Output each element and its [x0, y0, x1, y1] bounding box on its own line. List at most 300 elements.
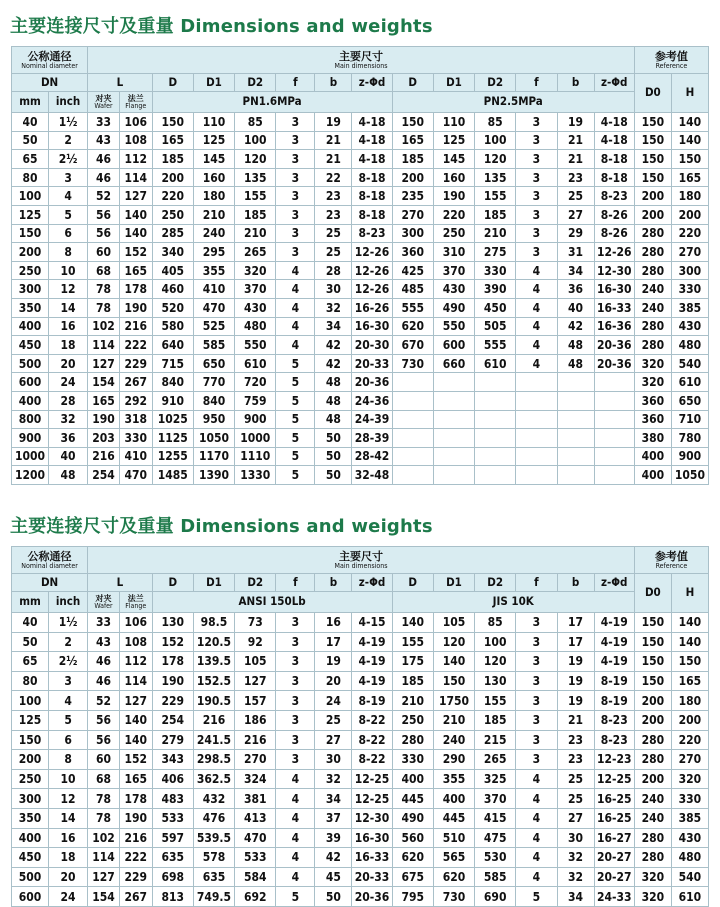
table-cell: 8-22	[352, 730, 392, 750]
table-cell: 229	[119, 354, 152, 373]
table-cell: 127	[235, 671, 276, 691]
table-cell: 3	[276, 168, 315, 187]
table-cell: 800	[12, 410, 49, 429]
table-cell: 22	[315, 168, 352, 187]
table-cell: 50	[315, 466, 352, 485]
table-cell	[557, 410, 594, 429]
table-cell: 3	[516, 131, 557, 150]
table-row	[12, 410, 709, 429]
table-cell: 4	[516, 298, 557, 317]
table-cell: 475	[475, 828, 516, 848]
table-cell: 16-36	[594, 317, 634, 336]
table-cell: 127	[119, 187, 152, 206]
flange-header: 法兰 Flange	[119, 592, 152, 613]
table-cell: 21	[557, 150, 594, 169]
table-cell: 229	[119, 867, 152, 887]
table-cell: 120	[475, 150, 516, 169]
table-cell: 610	[671, 887, 708, 907]
table-cell: 16-25	[594, 789, 634, 809]
table-cell: 3	[276, 243, 315, 262]
table-cell: 250	[152, 205, 193, 224]
table-cell: 200	[634, 187, 671, 206]
table-cell: 42	[557, 317, 594, 336]
table-cell: 8-23	[594, 730, 634, 750]
table-cell: 210	[433, 710, 474, 730]
table-cell: 200	[634, 710, 671, 730]
table-cell: 210	[392, 691, 433, 711]
table-row	[12, 652, 709, 672]
table-cell: 114	[119, 168, 152, 187]
table-cell: 150	[634, 671, 671, 691]
table-cell: 670	[392, 336, 433, 355]
table-cell: 203	[88, 429, 120, 448]
table-cell: 85	[235, 113, 276, 132]
table-row	[12, 632, 709, 652]
table-cell: 48	[315, 373, 352, 392]
table-cell: 450	[12, 848, 49, 868]
table-cell: 20	[315, 671, 352, 691]
d2-header-b: D2	[475, 574, 516, 592]
table-cell: 25	[315, 243, 352, 262]
table-cell: 19	[315, 113, 352, 132]
table-cell: 152	[119, 750, 152, 770]
zphid-header-b: z-Φd	[594, 74, 634, 92]
table-cell: 620	[433, 867, 474, 887]
table-row	[12, 280, 709, 299]
table-row	[12, 336, 709, 355]
table-cell: 5	[276, 887, 315, 907]
table-cell: 140	[119, 730, 152, 750]
table-cell: 28	[49, 391, 88, 410]
table-cell: 400	[634, 447, 671, 466]
table-cell: 150	[671, 150, 708, 169]
reference-header: 参考值 Reference	[634, 47, 708, 74]
table-cell: 48	[315, 410, 352, 429]
table-cell: 400	[392, 769, 433, 789]
table-cell: 584	[235, 867, 276, 887]
table-cell: 140	[433, 652, 474, 672]
inch-header: inch	[49, 592, 88, 613]
table-cell: 405	[152, 261, 193, 280]
table-cell: 1050	[671, 466, 708, 485]
table-cell: 300	[671, 261, 708, 280]
table-cell: 18	[49, 336, 88, 355]
table-cell: 324	[235, 769, 276, 789]
table-cell: 330	[671, 280, 708, 299]
table-cell: 290	[433, 750, 474, 770]
table-cell	[516, 466, 557, 485]
table-cell: 152	[152, 632, 193, 652]
table-cell: 29	[557, 224, 594, 243]
table-cell: 80	[12, 168, 49, 187]
table-cell: 400	[12, 828, 49, 848]
table-cell: 600	[12, 887, 49, 907]
table-cell: 3	[276, 730, 315, 750]
table-cell: 715	[152, 354, 193, 373]
table-cell: 155	[235, 187, 276, 206]
table-cell: 28	[315, 261, 352, 280]
table-cell: 1110	[235, 447, 276, 466]
table-cell: 40	[12, 613, 49, 633]
table-cell: 710	[671, 410, 708, 429]
table-cell: 406	[152, 769, 193, 789]
table-cell: 112	[119, 652, 152, 672]
table-cell: 275	[475, 243, 516, 262]
table-cell: 200	[634, 205, 671, 224]
table-cell: 235	[392, 187, 433, 206]
table-cell	[433, 466, 474, 485]
table-cell	[516, 410, 557, 429]
table-cell: 650	[193, 354, 234, 373]
table-cell: 3	[516, 150, 557, 169]
table-cell: 280	[634, 261, 671, 280]
table-cell: 160	[193, 168, 234, 187]
table-cell: 216	[119, 828, 152, 848]
table-cell: 3	[276, 632, 315, 652]
table-cell: 150	[392, 113, 433, 132]
table-cell: 5	[276, 466, 315, 485]
table-cell: 85	[475, 613, 516, 633]
table-cell: 200	[671, 205, 708, 224]
table-cell: 190	[433, 187, 474, 206]
d-header-b: D	[392, 574, 433, 592]
table-cell	[475, 410, 516, 429]
section2-title-en: Dimensions and weights	[180, 516, 433, 537]
table-cell: 46	[88, 150, 120, 169]
table-cell: 200	[634, 769, 671, 789]
table-cell: 525	[193, 317, 234, 336]
table-cell: 445	[392, 789, 433, 809]
table-cell: 8-19	[594, 671, 634, 691]
table-cell: 20-27	[594, 848, 634, 868]
table-cell: 3	[49, 168, 88, 187]
table-cell: 597	[152, 828, 193, 848]
section1-title-en: Dimensions and weights	[180, 16, 433, 37]
table-cell: 540	[671, 354, 708, 373]
table-cell: 450	[12, 336, 49, 355]
table-cell: 40	[12, 113, 49, 132]
table-cell: 220	[671, 730, 708, 750]
table-cell: 222	[119, 336, 152, 355]
table-cell: 165	[152, 131, 193, 150]
table-cell: 4-19	[352, 652, 392, 672]
table-cell: 265	[235, 243, 276, 262]
table-cell: 4-18	[352, 131, 392, 150]
table-cell: 110	[193, 113, 234, 132]
table-cell: 650	[671, 391, 708, 410]
table-cell: 154	[88, 887, 120, 907]
table-cell: 120	[433, 632, 474, 652]
table-cell: 16-33	[594, 298, 634, 317]
table-cell: 19	[557, 671, 594, 691]
table-cell: 154	[88, 373, 120, 392]
table-cell: 370	[235, 280, 276, 299]
table-cell	[557, 373, 594, 392]
table-cell: 270	[392, 205, 433, 224]
table-cell: 3	[516, 205, 557, 224]
table-cell: 190.5	[193, 691, 234, 711]
table-cell: 8-23	[352, 224, 392, 243]
table-cell: 5	[49, 710, 88, 730]
table-cell: 400	[12, 391, 49, 410]
table-cell: 270	[671, 750, 708, 770]
wafer-header: 对夹 Wafer	[88, 592, 120, 613]
table-cell	[475, 391, 516, 410]
table-cell: 600	[433, 336, 474, 355]
table-cell: 280	[634, 828, 671, 848]
table-cell: 320	[235, 261, 276, 280]
table-cell: 20-30	[352, 336, 392, 355]
table-cell: 8	[49, 750, 88, 770]
table-cell: 8-18	[594, 150, 634, 169]
table-cell: 42	[315, 336, 352, 355]
table-cell: 4-18	[594, 113, 634, 132]
table-cell: 34	[557, 261, 594, 280]
table-cell: 3	[516, 613, 557, 633]
table-cell: 4	[516, 867, 557, 887]
table-cell: 21	[315, 131, 352, 150]
table-row	[12, 789, 709, 809]
d-header: D	[152, 574, 193, 592]
table-cell: 759	[235, 391, 276, 410]
table-cell: 413	[235, 808, 276, 828]
table-cell: 185	[475, 710, 516, 730]
table-cell: 102	[88, 828, 120, 848]
table-cell: 50	[315, 429, 352, 448]
table-row	[12, 150, 709, 169]
table-cell: 362.5	[193, 769, 234, 789]
table-cell: 320	[671, 769, 708, 789]
table-cell: 1000	[12, 447, 49, 466]
table-cell: 505	[475, 317, 516, 336]
table-cell: 635	[193, 867, 234, 887]
table-cell: 3	[516, 730, 557, 750]
table-cell: 610	[671, 373, 708, 392]
table-cell: 210	[475, 224, 516, 243]
table-cell: 8-23	[594, 187, 634, 206]
table-cell: 240	[634, 298, 671, 317]
table-cell: 50	[12, 632, 49, 652]
table-cell: 400	[12, 317, 49, 336]
table-cell: 3	[516, 168, 557, 187]
table-cell	[557, 391, 594, 410]
table-cell: 550	[235, 336, 276, 355]
table-cell: 385	[671, 298, 708, 317]
b-header-b: b	[557, 74, 594, 92]
table-cell: 270	[671, 243, 708, 262]
table-cell: 1050	[193, 429, 234, 448]
table-cell: 140	[671, 113, 708, 132]
table-cell: 280	[634, 336, 671, 355]
table-cell: 910	[152, 391, 193, 410]
table-cell	[594, 429, 634, 448]
table-row	[12, 168, 709, 187]
table-cell: 78	[88, 280, 120, 299]
table-cell: 4-18	[352, 113, 392, 132]
table-cell: 150	[12, 224, 49, 243]
table-cell: 31	[557, 243, 594, 262]
table-cell: 114	[119, 671, 152, 691]
table-cell: 510	[433, 828, 474, 848]
table-cell: 580	[152, 317, 193, 336]
table-cell: 200	[152, 168, 193, 187]
table-cell: 4	[516, 848, 557, 868]
table-cell: 98.5	[193, 613, 234, 633]
table-cell: 56	[88, 224, 120, 243]
table-cell: 100	[235, 131, 276, 150]
table-cell: 165	[119, 261, 152, 280]
table-cell: 900	[235, 410, 276, 429]
table-cell: 20-36	[594, 336, 634, 355]
table-cell: 14	[49, 298, 88, 317]
table-cell: 125	[433, 131, 474, 150]
table-cell	[392, 373, 433, 392]
table-cell: 4-19	[352, 632, 392, 652]
table-cell: 8-22	[352, 750, 392, 770]
table-cell: 280	[634, 848, 671, 868]
table-cell: 178	[119, 280, 152, 299]
table-cell	[433, 373, 474, 392]
wafer-header: 对夹 Wafer	[88, 92, 120, 113]
table-cell: 240	[193, 224, 234, 243]
d0-header: D0	[634, 74, 671, 113]
table-cell: 2	[49, 131, 88, 150]
table-cell: 610	[475, 354, 516, 373]
table-cell: 165	[671, 671, 708, 691]
table-row	[12, 429, 709, 448]
table-cell	[516, 429, 557, 448]
table-cell: 112	[119, 150, 152, 169]
table-cell: 320	[634, 867, 671, 887]
table-cell: 19	[557, 691, 594, 711]
table-cell: 85	[475, 113, 516, 132]
table-cell: 14	[49, 808, 88, 828]
table-cell: 21	[315, 150, 352, 169]
table-cell: 5	[276, 447, 315, 466]
table-cell: 470	[235, 828, 276, 848]
table-cell: 530	[475, 848, 516, 868]
table-cell: 10	[49, 261, 88, 280]
table-cell: 1330	[235, 466, 276, 485]
zphid-header-b: z-Φd	[594, 574, 634, 592]
table-row	[12, 131, 709, 150]
table-cell: 340	[152, 243, 193, 262]
table-cell: 267	[119, 373, 152, 392]
table-cell: 770	[193, 373, 234, 392]
table-cell: 160	[433, 168, 474, 187]
table-cell: 490	[433, 298, 474, 317]
table-cell: 185	[235, 205, 276, 224]
table-cell: 240	[634, 789, 671, 809]
table-cell: 749.5	[193, 887, 234, 907]
table-cell	[516, 391, 557, 410]
table-cell: 380	[634, 429, 671, 448]
table-cell: 280	[634, 243, 671, 262]
table-cell: 813	[152, 887, 193, 907]
section1-title	[10, 12, 433, 38]
table-row	[12, 224, 709, 243]
table-cell: 480	[671, 336, 708, 355]
d2-header: D2	[235, 574, 276, 592]
table-cell: 43	[88, 632, 120, 652]
table-cell: 550	[433, 317, 474, 336]
table-cell: 400	[433, 789, 474, 809]
table-cell: 485	[392, 280, 433, 299]
table-cell: 23	[315, 187, 352, 206]
table-cell: 254	[88, 466, 120, 485]
table-cell: 539.5	[193, 828, 234, 848]
table-cell: 60	[88, 243, 120, 262]
table-cell: 200	[671, 710, 708, 730]
table-cell: 130	[152, 613, 193, 633]
d0-header: D0	[634, 574, 671, 613]
mm-header: mm	[12, 92, 49, 113]
table-cell: 78	[88, 298, 120, 317]
table-cell: 73	[235, 613, 276, 633]
table-cell: 4	[516, 808, 557, 828]
table-cell: 840	[152, 373, 193, 392]
table-cell: 415	[475, 808, 516, 828]
table-cell: 520	[152, 298, 193, 317]
table-cell: 280	[634, 750, 671, 770]
table-cell: 50	[315, 887, 352, 907]
table-cell: 5	[516, 887, 557, 907]
table-cell: 216	[193, 710, 234, 730]
d2-header: D2	[235, 74, 276, 92]
table-cell: 585	[475, 867, 516, 887]
standard-b-header: JIS 10K	[392, 592, 634, 613]
table-cell: 16-33	[352, 848, 392, 868]
table-cell: 27	[557, 205, 594, 224]
table-cell: 52	[88, 187, 120, 206]
table-cell: 20	[49, 354, 88, 373]
table-cell: 5	[276, 391, 315, 410]
table-cell: 114	[88, 848, 120, 868]
table-cell: 216	[119, 317, 152, 336]
table-cell: 140	[671, 613, 708, 633]
table-cell: 330	[392, 750, 433, 770]
table-cell: 8-22	[352, 710, 392, 730]
table-cell: 155	[475, 187, 516, 206]
table-cell: 28-42	[352, 447, 392, 466]
table-cell: 190	[119, 808, 152, 828]
table-cell: 4-18	[352, 150, 392, 169]
table-cell: 265	[475, 750, 516, 770]
table-row	[12, 205, 709, 224]
table-cell: 100	[475, 131, 516, 150]
table-cell	[392, 410, 433, 429]
table-cell: 150	[152, 113, 193, 132]
table-cell: 12-26	[594, 243, 634, 262]
table-cell: 20-33	[352, 867, 392, 887]
table-cell: 180	[671, 691, 708, 711]
table-cell	[594, 410, 634, 429]
table-cell: 56	[88, 710, 120, 730]
table-cell: 560	[392, 828, 433, 848]
h-header: H	[671, 74, 708, 113]
f-header-b: f	[516, 574, 557, 592]
table-cell: 102	[88, 317, 120, 336]
table-cell: 16-30	[594, 280, 634, 299]
table-cell: 1200	[12, 466, 49, 485]
table-cell: 114	[88, 336, 120, 355]
table-row	[12, 848, 709, 868]
table-cell: 430	[433, 280, 474, 299]
table-cell	[594, 466, 634, 485]
table-cell: 46	[88, 168, 120, 187]
table-cell: 1170	[193, 447, 234, 466]
table-cell: 620	[392, 317, 433, 336]
